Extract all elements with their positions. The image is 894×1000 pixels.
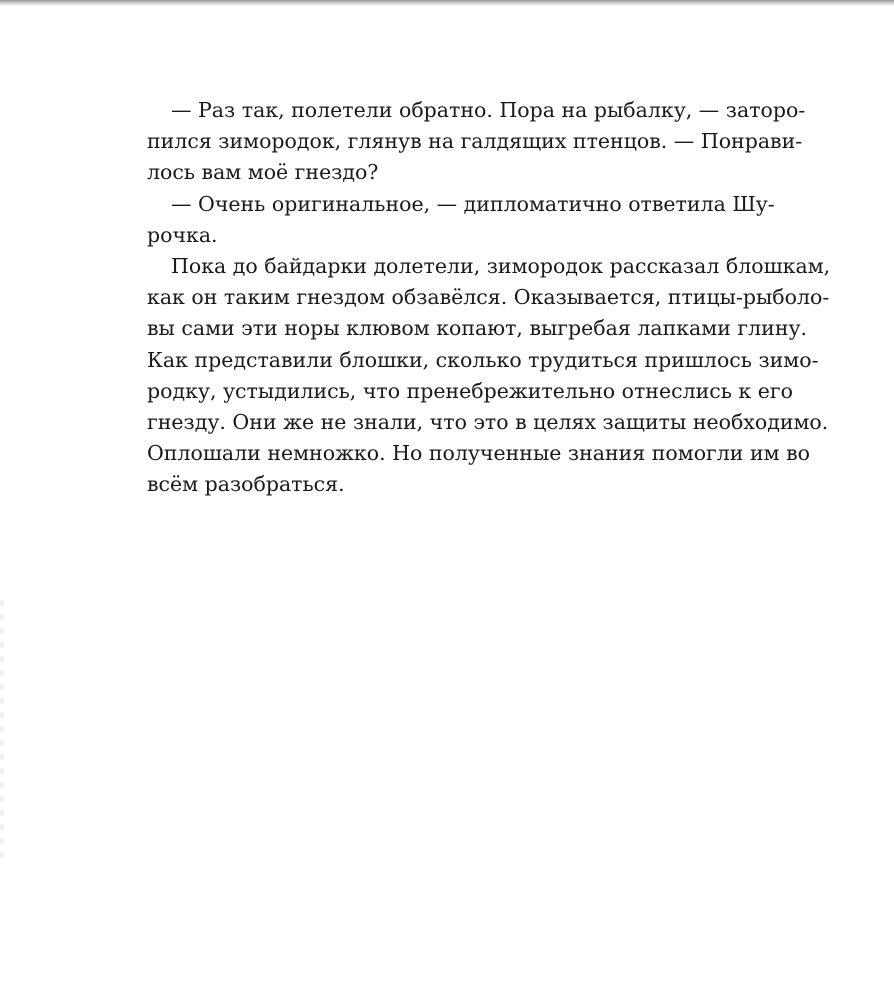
- text-line: вы сами эти норы клювом копают, выгребая лапками глину.: [147, 316, 808, 341]
- text-line: Оплошали немножко. Но полученные знания помогли им во: [147, 441, 810, 466]
- paragraph: [147, 251, 831, 501]
- text-line: родку, устыдились, что пренебрежительно отнеслись к его: [147, 378, 793, 403]
- text-line: — Очень оригинальное, — дипломатично ответила Шу-: [171, 191, 775, 216]
- text-line: всём разобраться.: [147, 472, 345, 497]
- text-line: Пока до байдарки долетели, зимородок рассказал блошкам,: [171, 253, 831, 278]
- text-line: рочка.: [147, 222, 218, 247]
- page-body: [147, 95, 831, 500]
- top-border: [0, 0, 894, 6]
- paragraph: [147, 189, 775, 251]
- text-line: как он таким гнездом обзавёлся. Оказывается, птицы-рыболо-: [147, 285, 830, 310]
- text-line: лось вам моё гнездо?: [147, 160, 379, 185]
- text-line: гнезду. Они же не знали, что это в целях защиты необходимо.: [147, 409, 829, 434]
- text-line: — Раз так, полетели обратно. Пора на рыбалку, — заторо-: [171, 98, 806, 122]
- paragraph: [147, 95, 806, 189]
- text-line: пился зимородок, глянув на галдящих птенцов. — Понрави-: [147, 129, 803, 154]
- left-page-edge: [0, 600, 4, 860]
- text-line: Как представили блошки, сколько трудиться пришлось зимо-: [147, 347, 819, 372]
